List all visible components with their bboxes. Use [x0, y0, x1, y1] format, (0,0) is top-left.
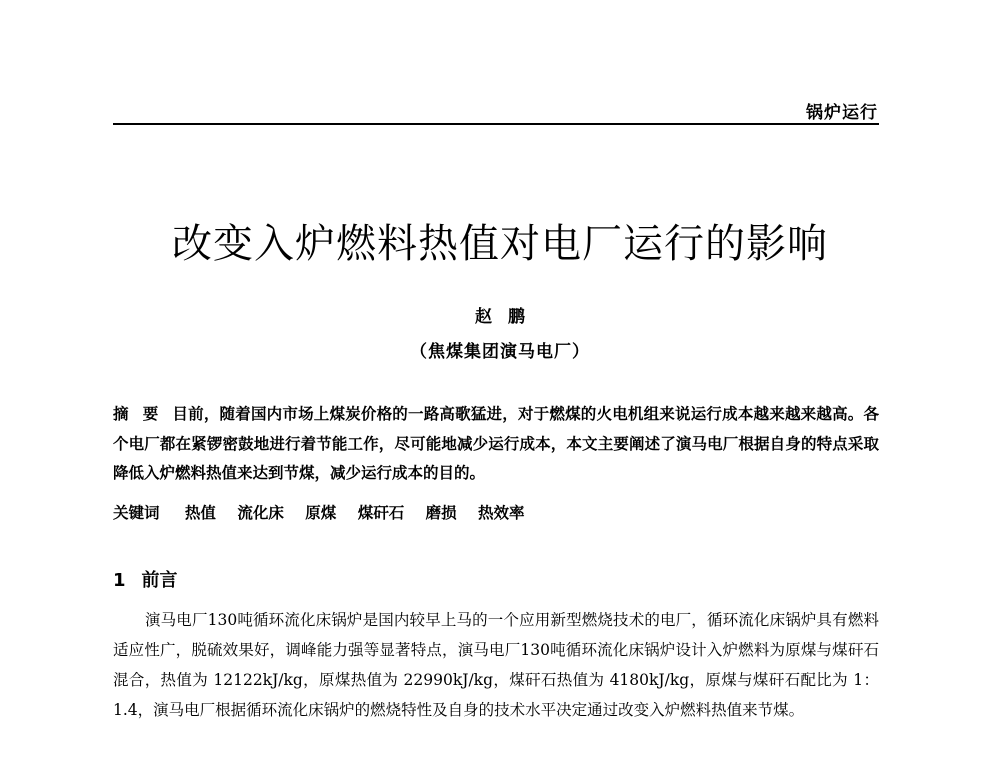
keyword: 原煤: [305, 503, 337, 522]
header-rule: [113, 123, 879, 125]
keyword: 磨损: [425, 503, 457, 522]
abstract: [113, 399, 879, 487]
keyword: 流化床: [237, 503, 284, 522]
keyword: 热效率: [478, 503, 525, 522]
running-head: 锅炉运行: [806, 103, 878, 123]
abstract-label: 摘要: [113, 405, 173, 423]
section-number: 1: [113, 570, 126, 591]
author-affiliation: （焦煤集团演马电厂）: [410, 342, 590, 362]
keywords: [113, 500, 879, 526]
paper-title: 改变入炉燃料热值对电厂运行的影响: [172, 221, 828, 267]
keyword: 煤矸石: [357, 503, 405, 522]
section-title: 前言: [141, 570, 178, 591]
author-name: 赵鹏: [475, 307, 541, 327]
section-heading: [113, 566, 178, 592]
keyword: 热值: [184, 503, 216, 522]
body-paragraph: 演马电厂130吨循环流化床锅炉是国内较早上马的一个应用新型燃烧技术的电厂，循环流化床锅炉具有燃料适应性广，脱硫效果好，调峰能力强等显著特点，演马电厂130吨循环流化床锅炉设计入炉燃料为原煤与煤矸石混合，热值为 12122kJ/kg，原煤热值为 22990kJ/kg，煤矸石热值为 4180kJ/kg，原煤与煤矸石配比为 1：1.4，演马电厂根据循环流化床锅炉的燃烧特性及自身的技术水平决定通过改变入炉燃料热值来节煤。: [113, 611, 879, 719]
abstract-text: 目前，随着国内市场上煤炭价格的一路高歌猛进，对于燃煤的火电机组来说运行成本越来越来越高。各个电厂都在紧锣密鼓地进行着节能工作，尽可能地减少运行成本，本文主要阐述了演马电厂根据自身的特点采取降低入炉燃料热值来达到节煤，减少运行成本的目的。: [113, 404, 879, 482]
keywords-label: 关键词: [113, 504, 160, 522]
